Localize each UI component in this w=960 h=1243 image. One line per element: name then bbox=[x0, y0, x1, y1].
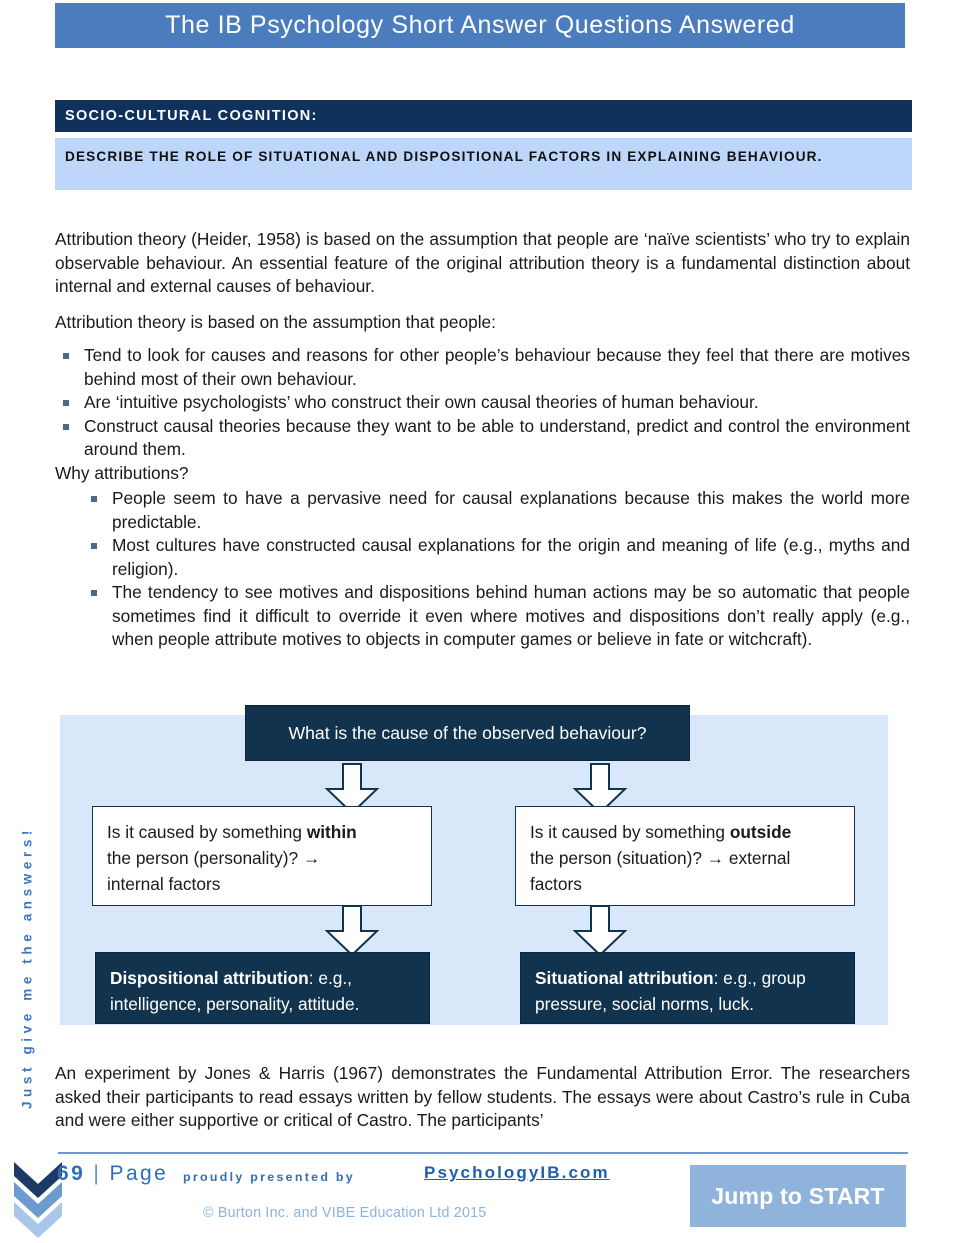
flowchart-right-result-line2: pressure, social norms, luck. bbox=[535, 994, 754, 1014]
jump-to-start-label: Jump to START bbox=[711, 1182, 885, 1209]
paragraph-assumption-lead: Attribution theory is based on the assumption that people: bbox=[55, 311, 496, 332]
header-banner bbox=[55, 3, 905, 48]
list-item: The tendency to see motives and dispositions behind human actions may be so automatic that people sometimes find it difficult to override it even where motives and dispositions don’t really apply (e.g., when people attribute motives to objects in computer games or believe in fate or witchcraft). bbox=[83, 581, 910, 652]
paragraph-why-attributions: Why attributions? bbox=[55, 462, 189, 483]
footer-divider bbox=[58, 1152, 908, 1154]
jump-to-start-button[interactable] bbox=[690, 1165, 906, 1227]
flowchart-left-condition-box bbox=[92, 806, 432, 906]
flowchart-right-condition-line1: Is it caused by something outside bbox=[530, 822, 792, 842]
flowchart-left-condition-line1: Is it caused by something within bbox=[107, 822, 357, 842]
bullet-list-assumptions bbox=[55, 344, 910, 462]
footer-page-indicator bbox=[57, 1162, 168, 1186]
footer-copyright: © Burton Inc. and VIBE Education Ltd 2015 bbox=[203, 1205, 487, 1221]
footer-page-word: Page bbox=[109, 1162, 169, 1185]
flowchart-question-label: What is the cause of the observed behaviour? bbox=[288, 723, 647, 743]
down-block-arrow-icon bbox=[570, 905, 630, 957]
footer-presented-by-label: proudly presented by bbox=[183, 1170, 355, 1184]
bullet-list-why bbox=[83, 487, 910, 652]
flowchart-right-result-box bbox=[520, 952, 855, 1024]
flowchart-right-condition-line2: the person (situation)? → external bbox=[530, 848, 791, 868]
section-heading-bar bbox=[55, 100, 912, 132]
side-tab-label: Just give me the answers! bbox=[19, 825, 35, 1110]
list-item: Are ‘intuitive psychologists’ who construct their own causal theories of human behaviour. bbox=[55, 391, 910, 415]
triple-chevron-down-icon bbox=[14, 1160, 62, 1238]
body-content bbox=[55, 228, 910, 652]
footer-page-separator: | bbox=[93, 1162, 102, 1185]
list-item: Most cultures have constructed causal explanations for the origin and meaning of life (e.g., myths and religion). bbox=[83, 534, 910, 581]
question-prompt-bar bbox=[55, 138, 912, 190]
down-block-arrow-icon bbox=[322, 905, 382, 957]
flowchart-left-result-line2: intelligence, personality, attitude. bbox=[110, 994, 360, 1014]
closing-paragraph-area bbox=[55, 1062, 910, 1145]
flowchart-left-result-line1: Dispositional attribution: e.g., bbox=[110, 968, 352, 988]
list-item: People seem to have a pervasive need for causal explanations because this makes the world more predictable. bbox=[83, 487, 910, 534]
flowchart-question-box bbox=[245, 705, 690, 761]
footer-site-link[interactable]: PsychologyIB.com bbox=[424, 1163, 610, 1182]
section-heading-label: SOCIO-CULTURAL COGNITION: bbox=[65, 108, 318, 124]
list-item: Tend to look for causes and reasons for other people’s behaviour because they feel that there are motives behind most of their own behaviour. bbox=[55, 344, 910, 391]
paragraph-jones-harris: An experiment by Jones & Harris (1967) demonstrates the Fundamental Attribution Error. The researchers asked their participants to read essays written by fellow students. The essays were about Castro’s rule in Cuba and were either supportive or critical of Castro. The participants’ bbox=[55, 1063, 910, 1130]
flowchart-left-result-box bbox=[95, 952, 430, 1024]
flowchart-right-condition-line3: factors bbox=[530, 874, 582, 894]
question-prompt-label: DESCRIBE THE ROLE OF SITUATIONAL AND DISPOSITIONAL FACTORS IN EXPLAINING BEHAVIOUR. bbox=[65, 149, 823, 164]
footer-page-number: 69 bbox=[57, 1162, 86, 1185]
paragraph-intro: Attribution theory (Heider, 1958) is based on the assumption that people are ‘naïve scientists’ who try to explain observable behaviour. An essential feature of the original attribution theory is a fundamental distinction about internal and external causes of behaviour. bbox=[55, 229, 910, 296]
flowchart-right-condition-box bbox=[515, 806, 855, 906]
list-item: Construct causal theories because they want to be able to understand, predict and control the environment around them. bbox=[55, 415, 910, 462]
flowchart-right-result-line1: Situational attribution: e.g., group bbox=[535, 968, 806, 988]
flowchart-left-condition-line3: internal factors bbox=[107, 874, 221, 894]
flowchart-left-condition-line2: the person (personality)? → bbox=[107, 848, 321, 868]
page-title: The IB Psychology Short Answer Questions Answered bbox=[165, 11, 795, 39]
